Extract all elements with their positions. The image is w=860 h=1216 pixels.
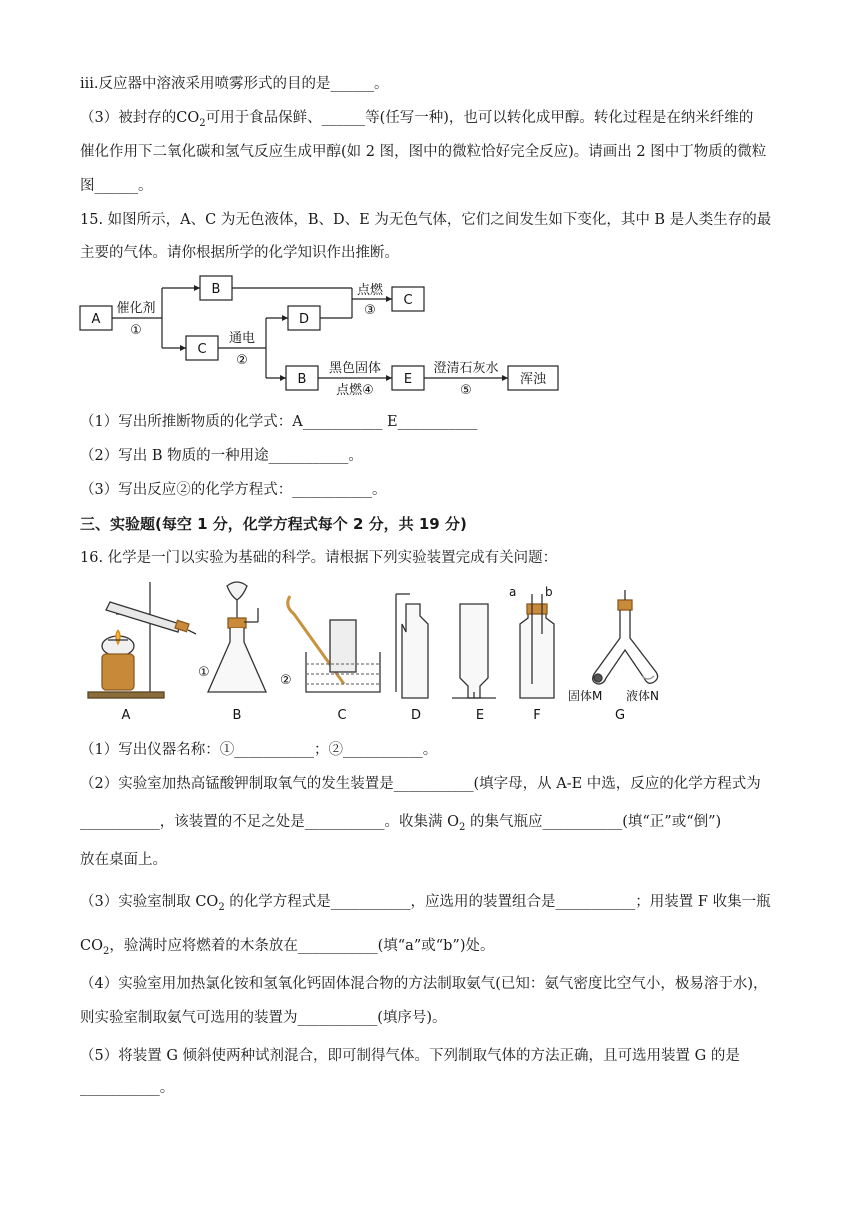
q16-q4-line2: 则实验室制取氨气可选用的装置为___________(填序号)。 bbox=[80, 1010, 447, 1026]
q14-p3-text-a: （3）被封存的CO bbox=[80, 110, 200, 126]
label-solid-M: 固体M bbox=[568, 689, 603, 703]
q16-q5-line1: （5）将装置 G 倾斜使两种试剂混合，即可制得气体。下列制取气体的方法正确，且可选用装置 G 的是 bbox=[80, 1048, 740, 1064]
q16-q2-text-a: ___________，该装置的不足之处是___________。收集满 O bbox=[80, 814, 459, 830]
q14-part3-line1 bbox=[80, 108, 753, 134]
cond-n2: ② bbox=[236, 353, 248, 368]
apparatus-label-D: D bbox=[410, 708, 422, 723]
q14-part3-line3: 图______。 bbox=[80, 178, 153, 194]
label-C2: C bbox=[197, 342, 207, 357]
cond-limewater: 澄清石灰水 bbox=[433, 361, 499, 376]
label-E: E bbox=[403, 372, 413, 387]
cond-catalyst: 催化剂 bbox=[116, 301, 156, 316]
cond-n3: ③ bbox=[364, 303, 376, 318]
q16-q2-line1: （2）实验室加热高锰酸钾制取氧气的发生装置是___________(填字母，从 A-E 中选，反应的化学方程式为 bbox=[80, 776, 761, 792]
label-B1: B bbox=[211, 282, 221, 297]
label-A: A bbox=[91, 312, 101, 327]
q14-iii-text: iii.反应器中溶液采用喷雾形式的目的是______。 bbox=[80, 76, 389, 92]
label-C1: C bbox=[403, 293, 413, 308]
q16-apparatus-figure bbox=[80, 574, 680, 724]
q16-q3-text-a: （3）实验室制取 CO bbox=[80, 894, 219, 910]
apparatus-A bbox=[88, 582, 196, 698]
q15-stem-line2: 主要的气体。请你根据所学的化学知识作出推断。 bbox=[80, 245, 399, 261]
q16-q2-line2 bbox=[80, 812, 721, 838]
apparatus-E bbox=[452, 604, 496, 698]
cond-ignite: 点燃 bbox=[356, 283, 384, 298]
mark-1: ① bbox=[198, 665, 210, 680]
q15-q3: （3）写出反应②的化学方程式：___________。 bbox=[80, 482, 387, 498]
q16-q3-line1 bbox=[80, 892, 771, 918]
q16-q3-sub: 2 bbox=[218, 901, 225, 913]
q16-q2-text-b: 的集气瓶应___________(填“正”或“倒”) bbox=[465, 814, 722, 830]
q16-q2-sub: 2 bbox=[459, 821, 466, 833]
apparatus-label-C: C bbox=[337, 708, 347, 723]
cond-electric: 通电 bbox=[228, 331, 256, 346]
q15-flow-diagram bbox=[70, 268, 590, 398]
q14-part3-line2: 催化作用下二氧化碳和氢气反应生成甲醇(如 2 图，图中的微粒恰好完全反应)。请画出 2 图中丁物质的微粒 bbox=[80, 144, 767, 160]
q16-q5-line2: ___________。 bbox=[80, 1080, 175, 1096]
q16-q1: （1）写出仪器名称：①___________；②___________。 bbox=[80, 742, 438, 758]
q14-p3-sub: 2 bbox=[199, 117, 206, 129]
q16-q3-line2 bbox=[80, 936, 495, 962]
cond-n1: ① bbox=[130, 323, 142, 338]
mark-2: ② bbox=[280, 673, 292, 688]
mark-a: a bbox=[509, 585, 517, 599]
q16-q3-sub2: 2 bbox=[102, 945, 110, 957]
mark-b: b bbox=[545, 585, 553, 599]
q16-q2-line3: 放在桌面上。 bbox=[80, 852, 167, 868]
apparatus-label-F: F bbox=[533, 708, 541, 723]
cond-black-solid: 黑色固体 bbox=[328, 361, 382, 376]
q16-q4-line1: （4）实验室用加热氯化铵和氢氧化钙固体混合物的方法制取氨气(已知：氨气密度比空气小，极易溶于水)， bbox=[80, 976, 768, 992]
cond-ignite4: 点燃④ bbox=[336, 383, 374, 398]
q16-q3-co: CO bbox=[80, 938, 103, 954]
q16-q3-text-b: 的化学方程式是___________，应选用的装置组合是___________；用装置 F 收集一瓶 bbox=[224, 894, 771, 910]
q16-stem: 16. 化学是一门以实验为基础的科学。请根据下列实验装置完成有关问题： bbox=[80, 550, 558, 566]
apparatus-G bbox=[593, 590, 658, 684]
apparatus-label-B: B bbox=[232, 708, 242, 723]
q15-stem-line1: 15. 如图所示，A、C 为无色液体，B、D、E 为无色气体，它们之间发生如下变化，其中 B 是人类生存的最 bbox=[80, 212, 772, 228]
label-B2: B bbox=[297, 372, 307, 387]
label-D: D bbox=[298, 312, 310, 327]
apparatus-C bbox=[288, 596, 380, 692]
apparatus-label-A: A bbox=[121, 708, 131, 723]
apparatus-label-G: G bbox=[614, 708, 626, 723]
q15-q2: （2）写出 B 物质的一种用途___________。 bbox=[80, 448, 363, 464]
apparatus-label-E: E bbox=[475, 708, 485, 723]
q14-p3-text-b: 可用于食品保鲜、______等(任写一种)，也可以转化成甲醇。转化过程是在纳米纤维的 bbox=[205, 110, 754, 126]
apparatus-D bbox=[396, 594, 428, 698]
section3-title: 三、实验题(每空 1 分，化学方程式每个 2 分，共 19 分) bbox=[80, 515, 467, 533]
q15-q1: （1）写出所推断物质的化学式：A___________ E___________ bbox=[80, 414, 478, 430]
label-turbid: 浑浊 bbox=[519, 372, 547, 387]
apparatus-B bbox=[208, 582, 266, 692]
q16-q3-text-c: ，验满时应将燃着的木条放在___________(填“a”或“b”)处。 bbox=[109, 938, 495, 954]
apparatus-F bbox=[520, 594, 554, 698]
cond-n5: ⑤ bbox=[460, 383, 472, 398]
label-liquid-N: 液体N bbox=[626, 689, 659, 703]
